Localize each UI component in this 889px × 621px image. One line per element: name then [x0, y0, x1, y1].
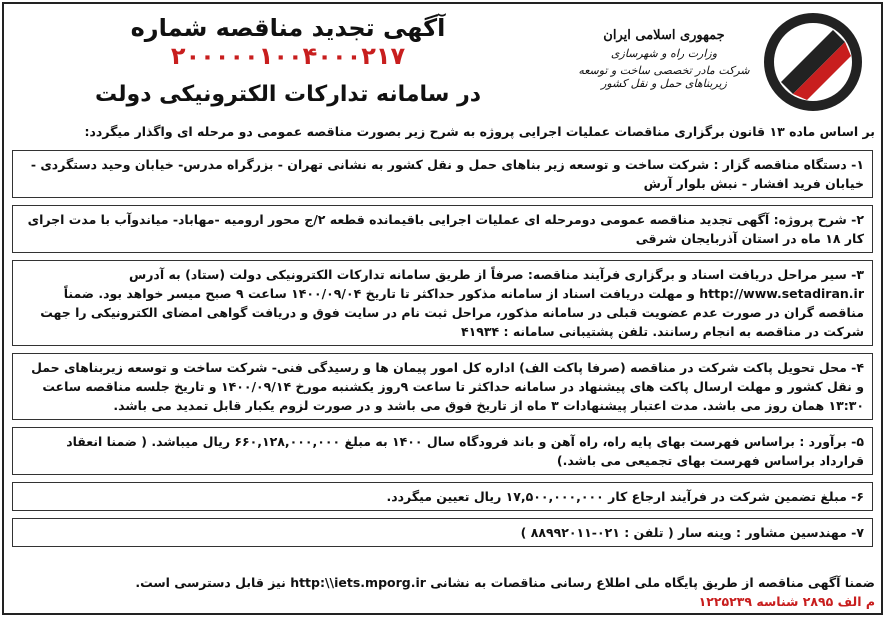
notice-item-1: ۱- دستگاه مناقصه گزار : شرکت ساخت و توسعه زیر بناهای حمل و نقل کشور به نشانی تهران - بزرگراه مدرس- خیابان وحید دستگردی - خیابان فرید افشار - نبش بلوار آرش: [12, 150, 873, 198]
tender-number: ۲۰۰۰۰۰۱۰۰۴۰۰۰۲۱۷: [170, 42, 406, 70]
title-line-2: در سامانه تدارکات الکترونیکی دولت: [94, 82, 482, 107]
org-country: جمهوری اسلامی ایران: [603, 28, 725, 43]
notice-footer: [10, 575, 875, 609]
notice-frame: [2, 2, 883, 615]
org-company: شرکت مادر تخصصی ساخت و توسعه زیربناهای حمل و نقل کشور: [578, 64, 750, 90]
notice-item-4: ۴- محل تحویل پاکت شرکت در مناقصه (صرفا پاکت الف) اداره کل امور پیمان ها و رسیدگی فنی- شرکت ساخت و توسعه زیربناهای حمل و نقل کشور و مهلت ارسال پاکت های پیشنهاد در سامانه حداکثر تا ساعت ۹روز یکشنبه مورخ ۱۴۰۰/۰۹/۱۴ و تاریخ جلسه مناقصه ساعت ۱۳:۳۰ همان روز می باشد. مدت اعتبار پیشنهادات ۳ ماه از تاریخ فوق می باشد و در صورت لزوم یکبار قابل تمدید می باشد.: [12, 353, 873, 420]
organization-block: [569, 28, 759, 90]
footer-reference: م الف ۲۸۹۵ شناسه ۱۲۲۵۲۳۹: [698, 594, 875, 609]
title-prefix: آگهی تجدید مناقصه شماره: [130, 14, 446, 42]
notice-item-7: ۷- مهندسین مشاور : وینه سار ( تلفن : ۰۲۱-۸۸۹۹۲۰۱۱ ): [12, 518, 873, 547]
notice-title: [18, 14, 558, 107]
company-logo-icon: [763, 12, 863, 112]
notice-item-5: ۵- برآورد : براساس فهرست بهای پایه راه، راه آهن و باند فرودگاه سال ۱۴۰۰ به مبلغ ۶۶۰,۱۲۸,۰۰۰,۰۰۰ ریال میباشد. ( ضمنا انعقاد قرارداد براساس فهرست بهای تجمیعی می باشد.): [12, 427, 873, 475]
title-line-1: [18, 14, 558, 70]
intro-text: بر اساس ماده ۱۳ قانون برگزاری مناقصات عملیات اجرایی پروژه به شرح زیر بصورت مناقصه عمومی دو مرحله ای واگذار میگردد:: [84, 124, 875, 139]
notice-item-2: ۲- شرح پروژه: آگهی تجدید مناقصه عمومی دومرحله ای عملیات اجرایی باقیمانده قطعه ۲/ج محور ارومیه -مهاباد- میاندوآب با مدت اجرای کار ۱۸ ماه در استان آذربایجان شرقی: [12, 205, 873, 253]
notice-items: [12, 150, 873, 554]
org-ministry: وزارت راه و شهرسازی: [610, 47, 718, 60]
notice-item-6: ۶- مبلغ تضمین شرکت در فرآیند ارجاع کار ۱۷,۵۰۰,۰۰۰,۰۰۰ ریال تعیین میگردد.: [12, 482, 873, 511]
notice-header: [8, 8, 877, 116]
footer-note: ضمنا آگهی مناقصه از طریق پایگاه ملی اطلاع رسانی مناقصات به نشانی http:\\iets.mporg.ir نیز قابل دسترسی است.: [135, 575, 875, 590]
notice-item-3: ۳- سیر مراحل دریافت اسناد و برگزاری فرآیند مناقصه: صرفاً از طریق سامانه تدارکات الکترونیکی دولت (ستاد) به آدرس http://www.setadiran.ir و مهلت دریافت اسناد از سامانه مذکور حداکثر تا تاریخ ۱۴۰۰/۰۹/۰۴ ساعت ۹ صبح میسر خواهد بود. ضمناً مناقصه گران در صورت عدم عضویت قبلی در سامانه مذکور، مراحل ثبت نام در سایت فوق و دریافت گواهی امضای الکترونیکی را جهت شرکت در مناقصه به انجام رسانند. تلفن پشتیبانی سامانه : ۴۱۹۳۴: [12, 260, 873, 346]
